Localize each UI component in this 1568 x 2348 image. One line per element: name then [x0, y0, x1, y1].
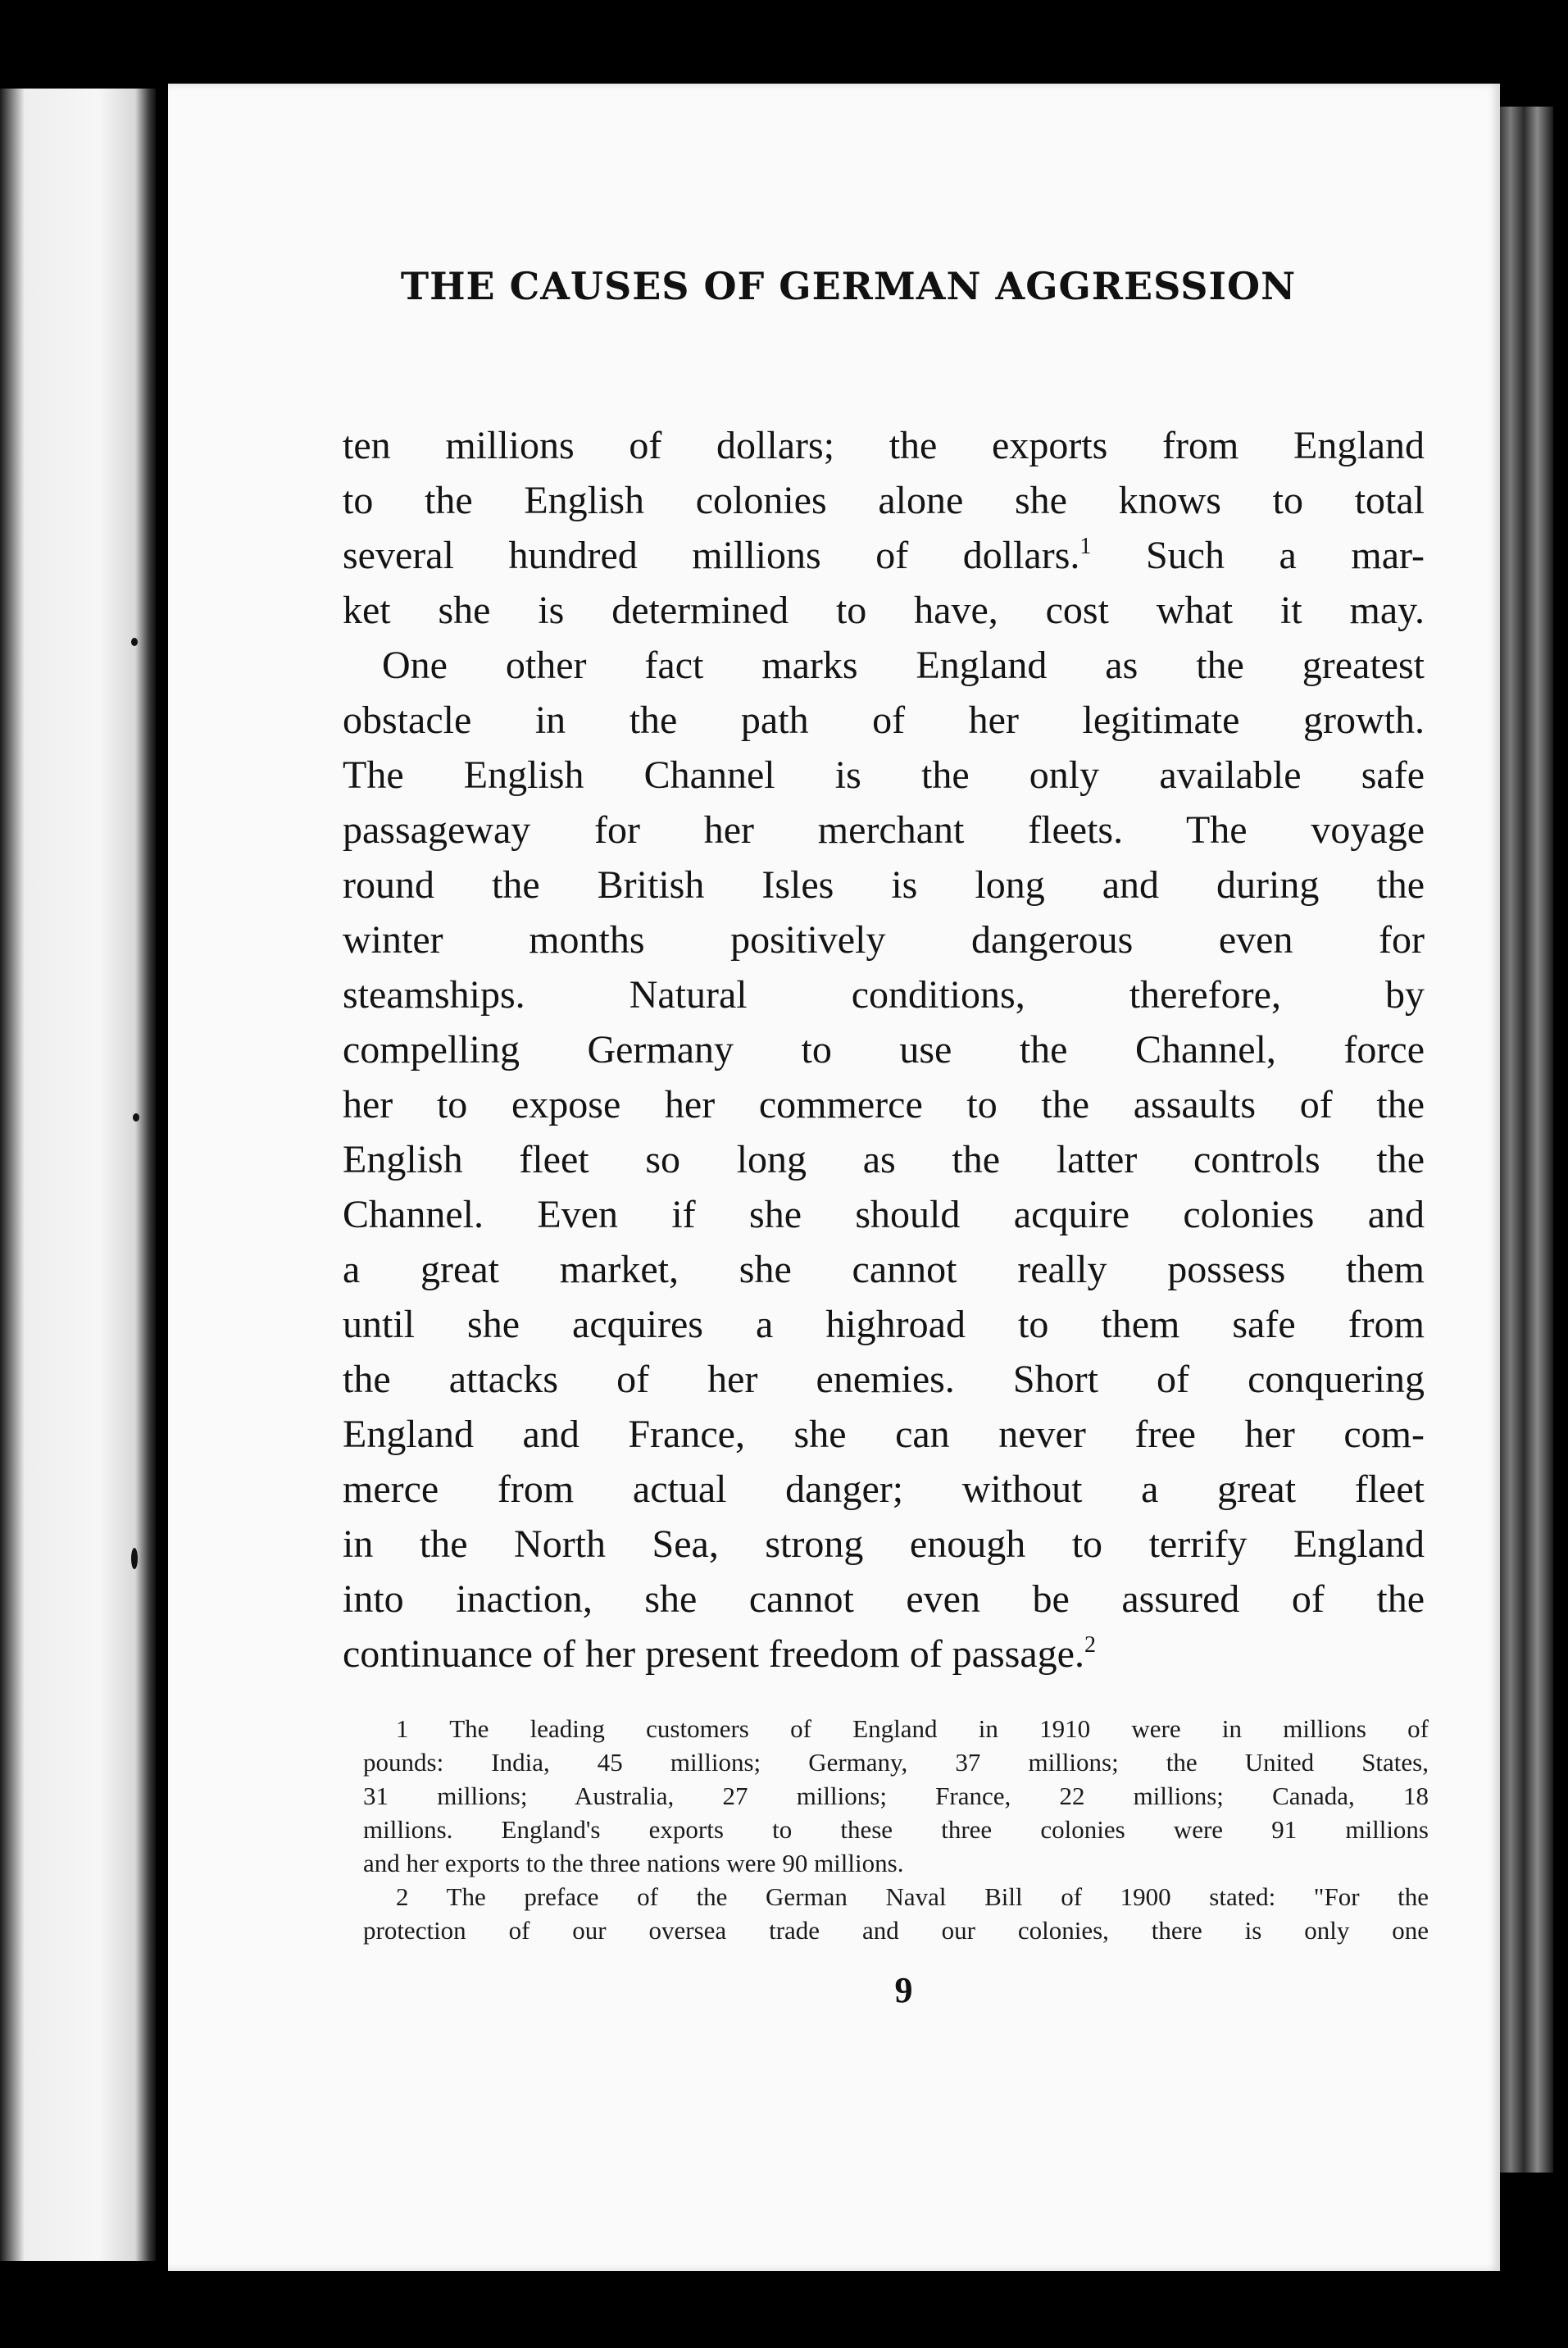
text-line: obstacle in the path of her legitimate growth. [343, 698, 1425, 742]
body-text [343, 418, 1425, 1681]
page-number: 9 [894, 1970, 913, 2010]
page-speck [133, 1113, 139, 1122]
text-line: One other fact marks England as the greatest [382, 644, 1425, 687]
text-line: steamships. Natural conditions, therefore, by [343, 973, 1425, 1017]
text-line: ten millions of dollars; the exports from England [343, 424, 1425, 467]
text-line: in the North Sea, strong enough to terrify England [343, 1522, 1425, 1566]
text-line: compelling Germany to use the Channel, force [343, 1028, 1425, 1072]
text-line: round the British Isles is long and during the [343, 863, 1425, 907]
text-line: her to expose her commerce to the assaults of the [343, 1083, 1425, 1126]
text-line: England and France, she can never free her com- [343, 1413, 1425, 1456]
text-line: the attacks of her enemies. Short of conquering [343, 1358, 1425, 1401]
book-page [168, 84, 1500, 2271]
text-line: English fleet so long as the latter controls the [343, 1138, 1425, 1181]
footnote-line: protection of our oversea trade and our colonies, there is only one [363, 1916, 1429, 1945]
book-spine-edge [1500, 107, 1553, 2173]
text-line: ket she is determined to have, cost what it may. [343, 589, 1425, 632]
footnotes [363, 1712, 1429, 1947]
text-line: a great market, she cannot really possess them [343, 1248, 1425, 1291]
text-line: winter months positively dangerous even for [343, 918, 1425, 962]
text-line: passageway for her merchant fleets. The voyage [343, 808, 1425, 852]
running-head: THE CAUSES OF GERMAN AGGRESSION [400, 264, 1297, 308]
text-line-start: several hundred millions of dollars. [343, 534, 1080, 577]
text-line: until she acquires a highroad to them safe from [343, 1303, 1425, 1346]
footnote-line: 31 millions; Australia, 27 millions; France, 22 millions; Canada, 18 [363, 1781, 1429, 1810]
footnote-line: and her exports to the three nations were 90 millions. [363, 1849, 904, 1877]
footnote-ref[interactable]: 2 [1084, 1632, 1096, 1658]
page-speck [131, 1548, 138, 1569]
footnote-line: 2 The preface of the German Naval Bill of 1900 stated: "For the [396, 1882, 1429, 1911]
text-line-start: continuance of her present freedom of passage. [343, 1632, 1084, 1676]
footnote-line: pounds: India, 45 millions; Germany, 37 millions; the United States, [363, 1748, 1429, 1777]
text-line [343, 528, 1425, 583]
text-line: Channel. Even if she should acquire colonies and [343, 1193, 1425, 1236]
text-line-end: Such a mar- [1091, 534, 1425, 577]
page-speck [131, 638, 138, 646]
text-line: The English Channel is the only available safe [343, 753, 1425, 797]
text-line: into inaction, she cannot even be assured of the [343, 1577, 1425, 1621]
text-line: merce from actual danger; without a great fleet [343, 1468, 1425, 1511]
footnote-ref[interactable]: 1 [1079, 534, 1092, 559]
footnote-line: millions. England's exports to these three colonies were 91 millions [363, 1815, 1429, 1844]
text-line [343, 1627, 1425, 1681]
footnote-line: 1 The leading customers of England in 1910 were in millions of [396, 1714, 1429, 1743]
facing-page-edge [0, 89, 156, 2261]
text-line: to the English colonies alone she knows to total [343, 479, 1425, 522]
